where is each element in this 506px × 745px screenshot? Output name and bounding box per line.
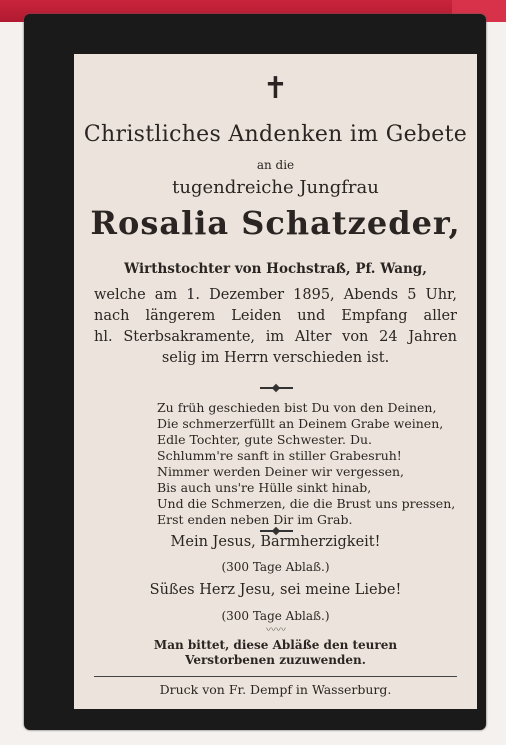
verse-line: Erst enden neben Dir im Grab. bbox=[157, 512, 353, 527]
closing-request bbox=[74, 638, 477, 668]
death-notice-line: hl. Sterbsakramente, im Alter von 24 Jahren bbox=[94, 329, 457, 345]
death-notice-line: nach längerem Leiden und Empfang aller bbox=[94, 308, 457, 324]
verse-line: Und die Schmerzen, die die Brust uns pressen, bbox=[157, 496, 456, 511]
prayer-2: Süßes Herz Jesu, sei meine Liebe! bbox=[149, 582, 402, 598]
death-notice-line: selig im Herrn verschieden ist. bbox=[161, 350, 390, 366]
cross-icon: ✝ bbox=[262, 71, 289, 106]
verse-line: Die schmerzerfüllt an Deinem Grabe weinen, bbox=[157, 416, 444, 431]
verse-line: Bis auch uns're Hülle sinkt hinab, bbox=[157, 480, 372, 495]
card-title: Christliches Andenken im Gebete bbox=[83, 122, 468, 147]
printer-credit: Druck von Fr. Dempf in Wasserburg. bbox=[159, 682, 392, 697]
closing-line: Verstorbenen zuzuwenden. bbox=[185, 653, 366, 667]
prayer-1: Mein Jesus, Barmherzigkeit! bbox=[170, 534, 381, 550]
memorial-card bbox=[24, 14, 486, 730]
death-notice bbox=[74, 285, 477, 369]
death-notice-line: welche am 1. Dezember 1895, Abends 5 Uhr, bbox=[94, 287, 457, 303]
tugendreiche-text: tugendreiche Jungfrau bbox=[172, 177, 379, 198]
deceased-subtitle: Wirthstochter von Hochstraß, Pf. Wang, bbox=[124, 261, 427, 277]
deceased-name: Rosalia Schatzeder, bbox=[90, 204, 461, 242]
closing-line: Man bittet, diese Abläße den teuren bbox=[153, 638, 398, 652]
verse-line: Nimmer werden Deiner wir vergessen, bbox=[157, 464, 405, 479]
verse-line: Zu früh geschieden bist Du von den Deinen, bbox=[157, 400, 437, 415]
an-die-text: an die bbox=[256, 158, 295, 172]
verse-line: Edle Tochter, gute Schwester. Du. bbox=[157, 432, 372, 447]
verse bbox=[157, 400, 455, 528]
ablass-1: (300 Tage Ablaß.) bbox=[221, 560, 330, 574]
horizontal-rule bbox=[94, 676, 457, 677]
card-inner-panel bbox=[74, 54, 477, 709]
verse-line: Schlumm're sanft in stiller Grabesruh! bbox=[157, 448, 402, 463]
ornament-divider bbox=[260, 387, 293, 389]
ornament-divider bbox=[260, 530, 293, 532]
ablass-2: (300 Tage Ablaß.) bbox=[221, 609, 330, 623]
wavy-divider: 〰〰 bbox=[266, 625, 286, 636]
